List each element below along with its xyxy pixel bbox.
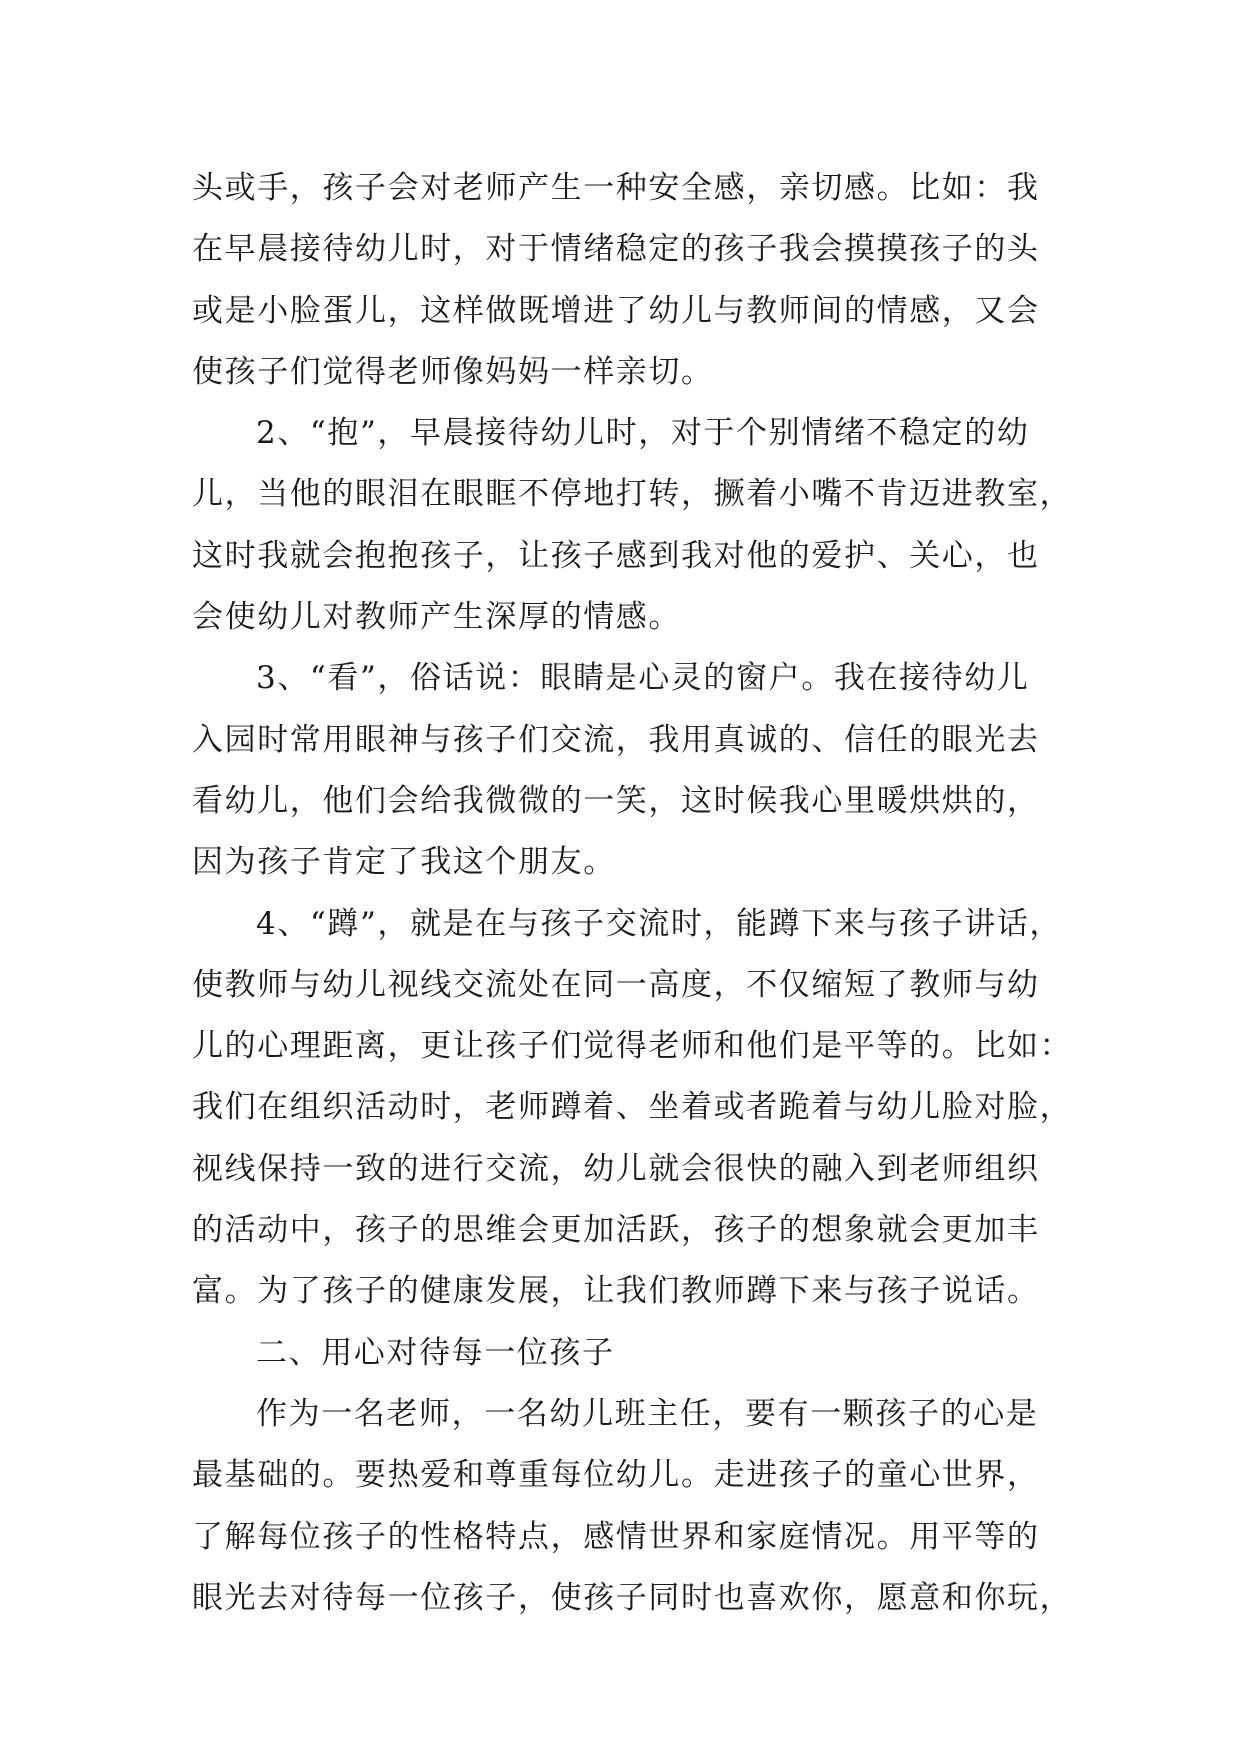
text-line: 富。为了孩子的健康发展，让我们教师蹲下来与孩子说话。 xyxy=(192,1273,1040,1310)
text-line: 头或手，孩子会对老师产生一种安全感，亲切感。比如：我 xyxy=(192,170,1040,206)
text-line: 儿的心理距离，更让孩子们觉得老师和他们是平等的。比如： xyxy=(192,1028,1073,1065)
text-line: 使孩子们觉得老师像妈妈一样亲切。 xyxy=(192,353,714,390)
text-line: 因为孩子肯定了我这个朋友。 xyxy=(192,844,616,881)
text-line: 了解每位孩子的性格特点，感情世界和家庭情况。用平等的 xyxy=(192,1518,1040,1555)
text-line: 我们在组织活动时，老师蹲着、坐着或者跪着与幼儿脸对脸， xyxy=(192,1089,1073,1126)
paragraph-first-line: 3、“看”，俗话说：眼睛是心灵的窗户。我在接待幼儿 xyxy=(256,660,1030,697)
text-line: 眼光去对待每一位孩子，使孩子同时也喜欢你，愿意和你玩， xyxy=(192,1579,1073,1616)
paragraph-first-line: 2、“抱”，早晨接待幼儿时，对于个别情绪不稳定的幼 xyxy=(256,415,1030,452)
text-line: 看幼儿，他们会给我微微的一笑，这时候我心里暖烘烘的， xyxy=(192,782,1040,819)
text-line: 儿，当他的眼泪在眼眶不停地打转，撅着小嘴不肯迈进教室， xyxy=(192,476,1073,513)
text-line: 最基础的。要热爱和尊重每位幼儿。走进孩子的童心世界， xyxy=(192,1457,1040,1494)
paragraph-first-line: 4、“蹲”，就是在与孩子交流时，能蹲下来与孩子讲话， xyxy=(256,905,1063,942)
paragraph-first-line: 作为一名老师，一名幼儿班主任，要有一颗孩子的心是 xyxy=(256,1395,1039,1432)
text-line: 的活动中，孩子的思维会更加活跃，孩子的想象就会更加丰 xyxy=(192,1212,1040,1249)
paragraph-first-line: 二、用心对待每一位孩子 xyxy=(256,1334,615,1371)
text-line: 或是小脸蛋儿，这样做既增进了幼儿与教师间的情感，又会 xyxy=(192,292,1040,329)
text-line: 使教师与幼儿视线交流处在同一高度，不仅缩短了教师与幼 xyxy=(192,966,1040,1003)
text-line: 入园时常用眼神与孩子们交流，我用真诚的、信任的眼光去 xyxy=(192,721,1040,758)
text-line: 会使幼儿对教师产生深厚的情感。 xyxy=(192,599,681,636)
text-line: 视线保持一致的进行交流，幼儿就会很快的融入到老师组织 xyxy=(192,1150,1040,1187)
text-line: 这时我就会抱抱孩子，让孩子感到我对他的爱护、关心，也 xyxy=(192,537,1040,574)
body-text xyxy=(192,158,1073,1629)
text-line: 在早晨接待幼儿时，对于情绪稳定的孩子我会摸摸孩子的头 xyxy=(192,231,1040,268)
